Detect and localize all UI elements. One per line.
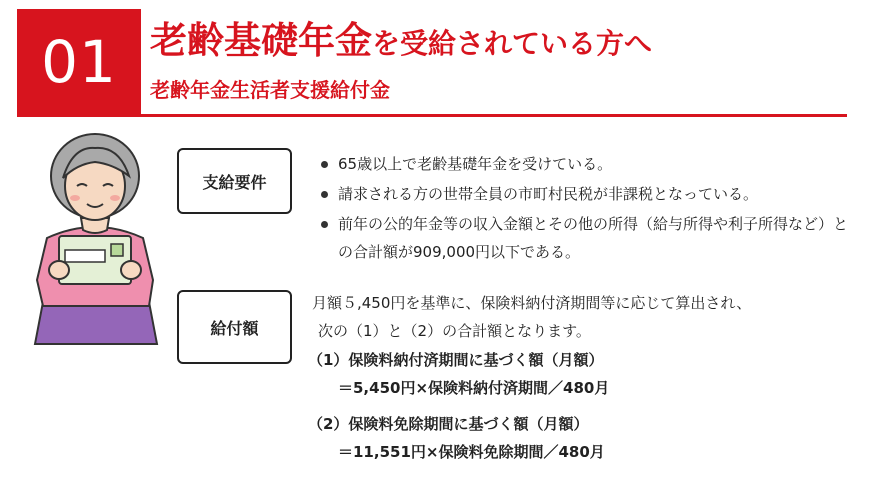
requirements-list: [318, 150, 848, 268]
page-subtitle: 老齢年金生活者支援給付金: [150, 78, 390, 102]
list-item: 請求される方の世帯全員の市町村民税が非課税となっている。: [318, 180, 848, 208]
section-number: 01: [17, 9, 141, 115]
header-divider: [17, 114, 847, 117]
title-rest: を受給されている方へ: [372, 27, 653, 60]
list-item: 65歳以上で老齢基礎年金を受けている。: [318, 150, 848, 178]
amount-intro-line2: 次の（1）と（2）の合計額となります。: [318, 322, 591, 340]
elderly-woman-holding-card-illustration: [25, 130, 165, 352]
requirements-label: 支給要件: [177, 148, 292, 214]
formula-1: [308, 346, 609, 402]
list-item: 前年の公的年金等の収入金額とその他の所得（給与所得や利子所得など）との合計額が909,000円以下である。: [318, 210, 848, 266]
amount-intro-line1: 月額５,450円を基準に、保険料納付済期間等に応じて算出され、: [312, 294, 752, 312]
formula-title: （2）保険料免除期間に基づく額（月額）: [308, 415, 589, 433]
formula-title: （1）保険料納付済期間に基づく額（月額）: [308, 351, 604, 369]
formula-expression: ＝11,551円×保険料免除期間／480月: [338, 443, 605, 461]
amount-label: 給付額: [177, 290, 292, 364]
page-title: [150, 10, 652, 64]
amount-description: [312, 289, 852, 345]
title-main: 老齢基礎年金: [150, 19, 372, 62]
formula-expression: ＝5,450円×保険料納付済期間／480月: [338, 379, 610, 397]
formula-2: [308, 410, 605, 466]
